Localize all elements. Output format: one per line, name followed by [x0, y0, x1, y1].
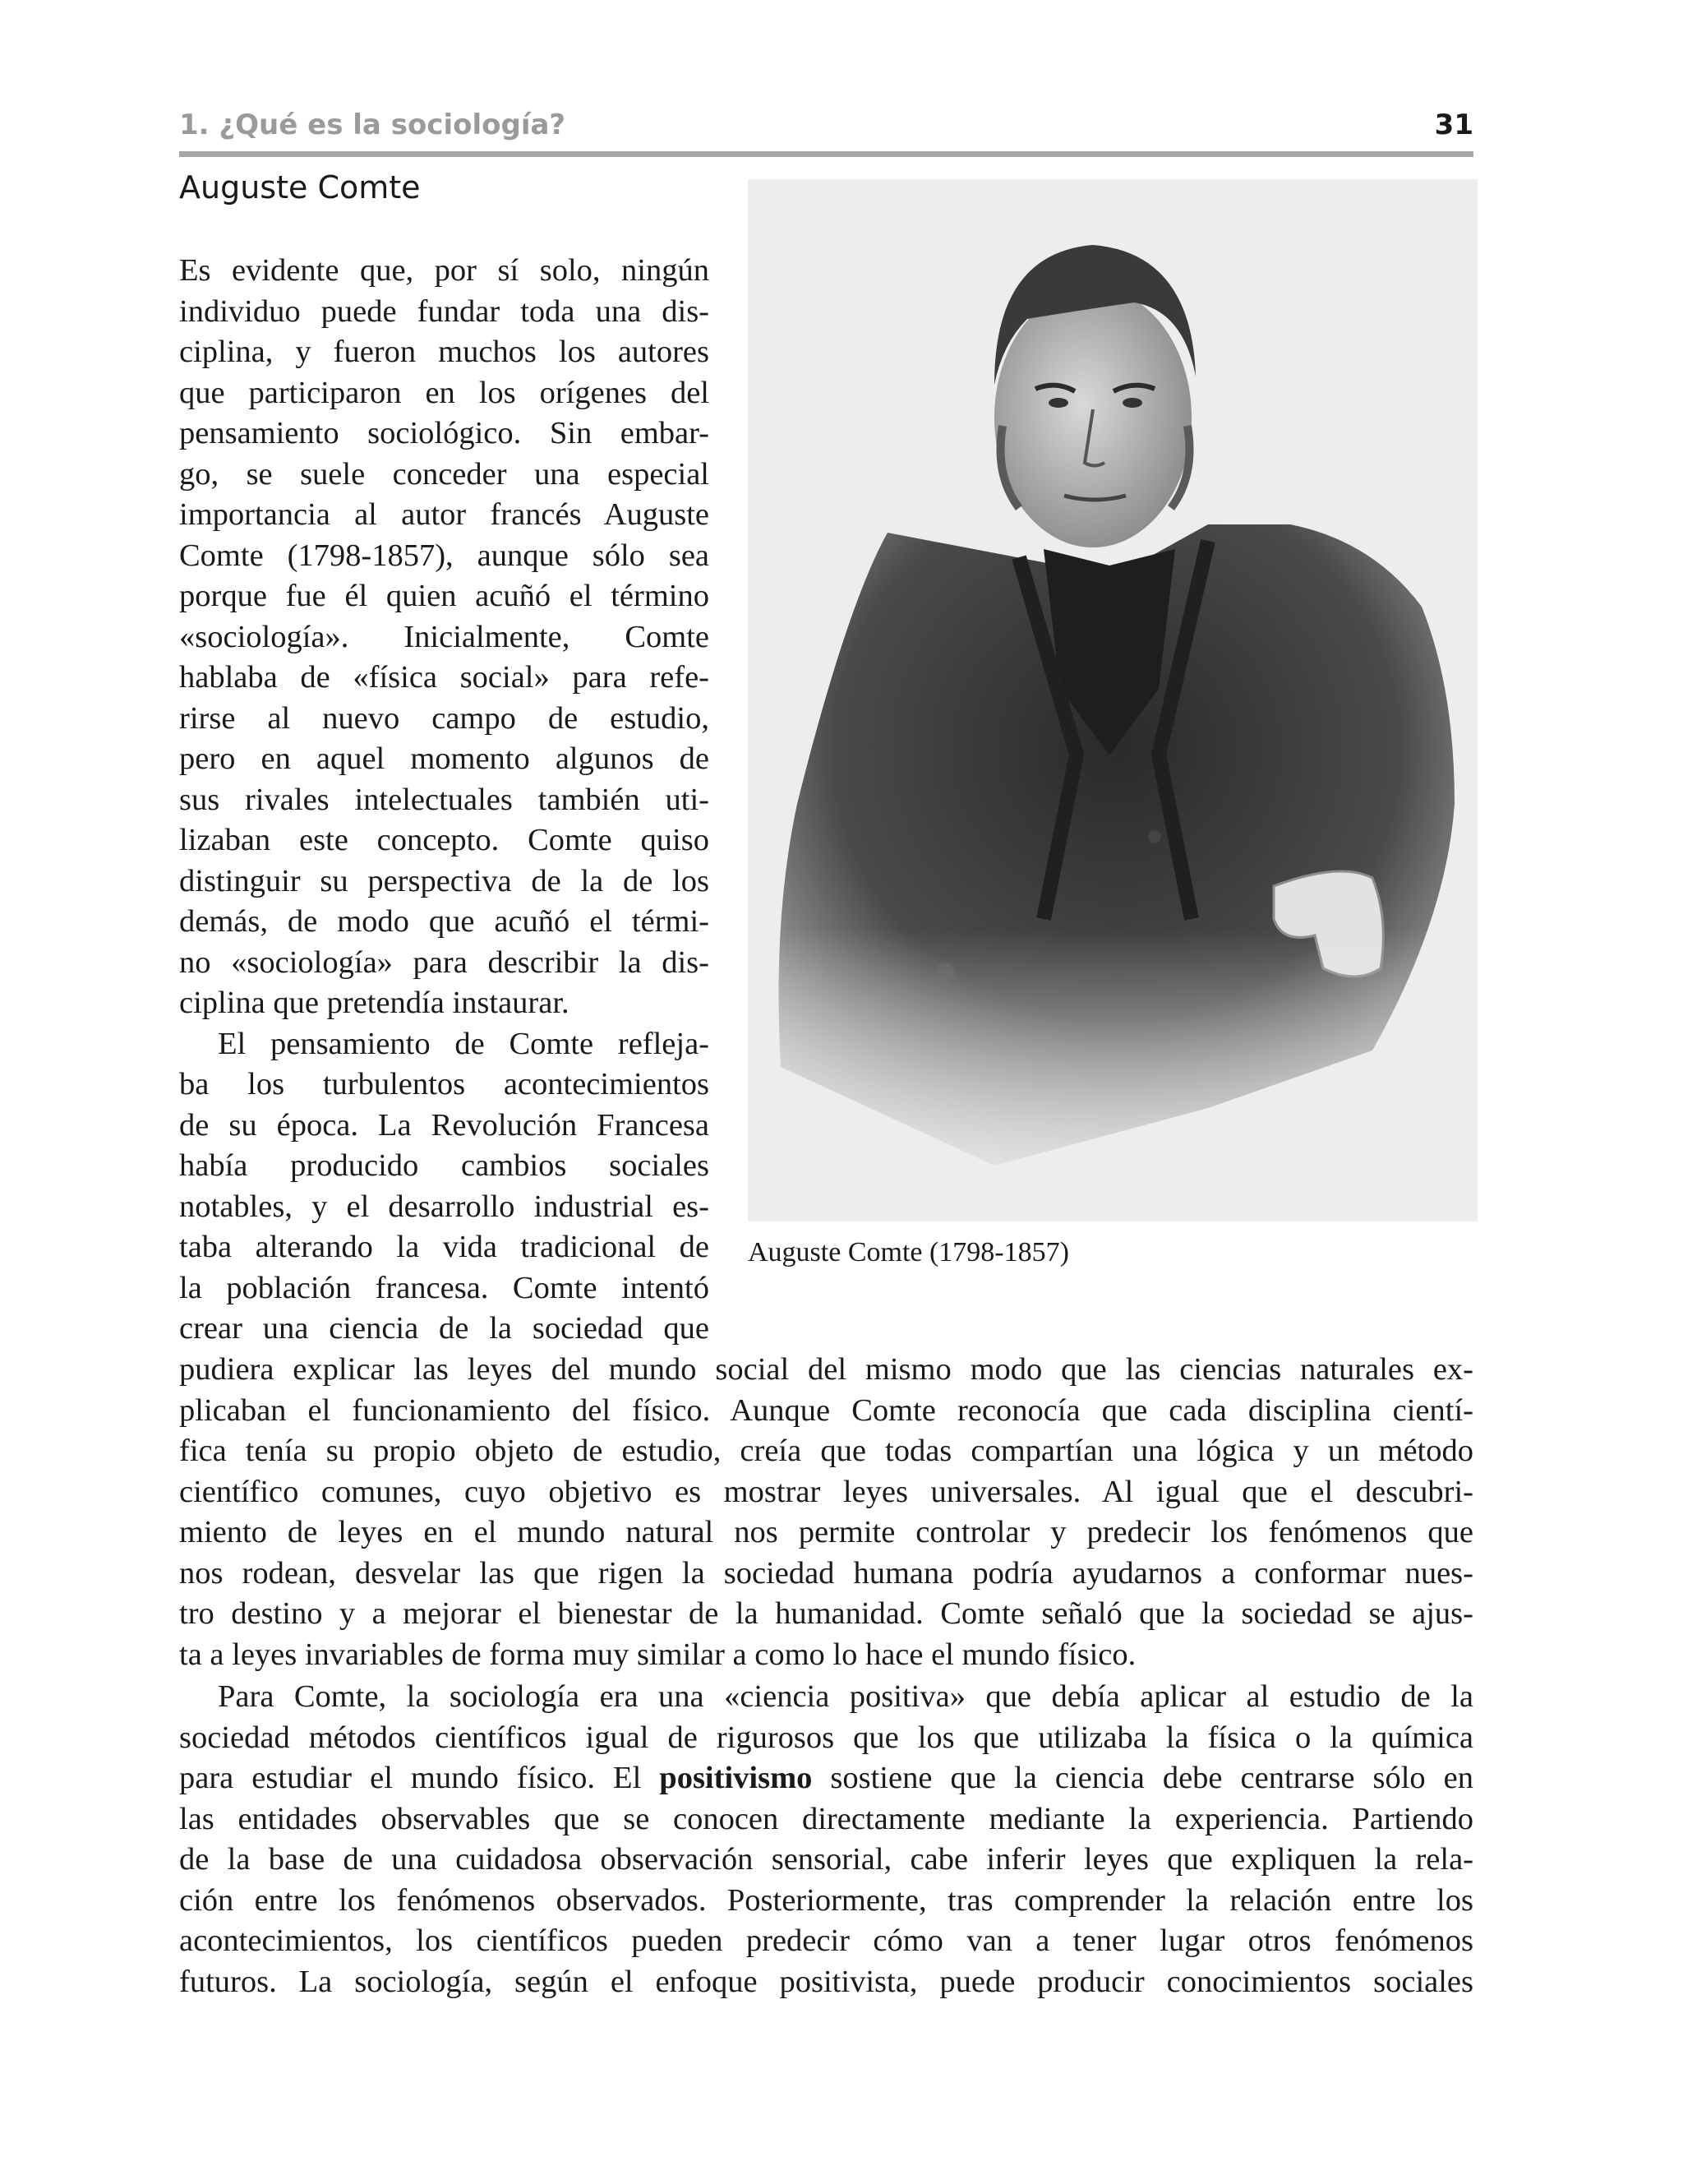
- column-line: distinguir su perspectiva de la de los: [179, 863, 709, 898]
- column-line: la población francesa. Comte intentó: [179, 1270, 709, 1305]
- body-line: miento de leyes en el mundo natural nos permite controlar y predecir los fenómenos que: [179, 1515, 1473, 1549]
- body-text: para estudiar el mundo físico. El: [179, 1761, 660, 1795]
- column-line: crear una ciencia de la sociedad que: [179, 1311, 709, 1346]
- portrait-image: [748, 179, 1478, 1221]
- column-line: ciplina que pretendía instaurar.: [179, 986, 569, 1020]
- column-line: notables, y el desarrollo industrial es-: [179, 1189, 709, 1224]
- column-line: importancia al autor francés Auguste: [179, 497, 709, 532]
- column-line: porque fue él quien acuñó el término: [179, 579, 709, 613]
- column-line: go, se suele conceder una especial: [179, 456, 709, 492]
- key-term-positivismo: positivismo: [659, 1761, 813, 1795]
- body-line: ta a leyes invariables de forma muy similar a como lo hace el mundo físico.: [179, 1637, 1137, 1672]
- section-heading: Auguste Comte: [179, 169, 421, 205]
- body-line: las entidades observables que se conocen directamente mediante la experiencia. Partiendo: [179, 1801, 1473, 1836]
- column-line: hablaba de «física social» para refe-: [179, 660, 709, 695]
- paragraph-positivism: [179, 1677, 1473, 2002]
- column-line: de su época. La Revolución Francesa: [179, 1107, 709, 1143]
- body-line: futuros. La sociología, según el enfoque positivista, puede producir conocimientos sociales: [179, 1964, 1473, 1999]
- body-line: acontecimientos, los científicos pueden predecir cómo van a tener lugar otros fenómenos: [179, 1923, 1473, 1958]
- column-line: demás, de modo que acuñó el térmi-: [179, 904, 709, 939]
- column-paragraphs: [179, 251, 709, 1350]
- body-line: científico comunes, cuyo objetivo es mostrar leyes universales. Al igual que el descubri-: [179, 1474, 1473, 1509]
- body-line: sociedad métodos científicos igual de rigurosos que los que utilizaba la física o la química: [179, 1720, 1473, 1755]
- body-line: fica tenía su propio objeto de estudio, creía que todas compartían una lógica y un método: [179, 1434, 1473, 1468]
- paragraph-continuation: [179, 1350, 1473, 1675]
- column-line: lizaban este concepto. Comte quiso: [179, 823, 709, 857]
- column-line: rirse al nuevo campo de estudio,: [179, 700, 709, 736]
- body-line: nos rodean, desvelar las que rigen la sociedad humana podría ayudarnos a conformar nues-: [179, 1555, 1473, 1591]
- column-line: Es evidente que, por sí solo, ningún: [179, 253, 709, 288]
- column-line: que participaron en los orígenes del: [179, 375, 709, 410]
- column-line: había producido cambios sociales: [179, 1148, 709, 1183]
- column-line: sus rivales intelectuales también uti-: [179, 782, 709, 817]
- portrait-engraving-icon: [748, 179, 1478, 1221]
- body-line: ción entre los fenómenos observados. Posteriormente, tras comprender la relación entre los: [179, 1882, 1473, 1918]
- body-line: de la base de una cuidadosa observación sensorial, cabe inferir leyes que expliquen la rela-: [179, 1842, 1473, 1877]
- column-line: no «sociología» para describir la dis-: [179, 944, 709, 980]
- body-line: [179, 1758, 1473, 1799]
- column-line: pensamiento sociológico. Sin embar-: [179, 416, 709, 450]
- column-line: Comte (1798-1857), aunque sólo sea: [179, 538, 709, 573]
- column-line: taba alterando la vida tradicional de: [179, 1230, 709, 1264]
- body-line: tro destino y a mejorar el bienestar de la humanidad. Comte señaló que la sociedad se ajus-: [179, 1596, 1473, 1631]
- column-line: individuo puede fundar toda una dis-: [179, 293, 709, 329]
- body-line: plicaban el funcionamiento del físico. Aunque Comte reconocía que cada disciplina cientí-: [179, 1392, 1473, 1428]
- column-line: ciplina, y fueron muchos los autores: [179, 335, 709, 369]
- body-line: pudiera explicar las leyes del mundo social del mismo modo que las ciencias naturales ex-: [179, 1352, 1473, 1387]
- body-line: Para Comte, la sociología era una «ciencia positiva» que debía aplicar al estudio de la: [218, 1679, 1473, 1714]
- column-line: «sociología». Inicialmente, Comte: [179, 619, 709, 654]
- body-text: sostiene que la ciencia debe centrarse sólo en: [812, 1761, 1473, 1795]
- figure-caption: Auguste Comte (1798-1857): [748, 1237, 1069, 1267]
- column-line: pero en aquel momento algunos de: [179, 741, 709, 776]
- page-number: 31: [1434, 109, 1473, 141]
- column-line: ba los turbulentos acontecimientos: [179, 1067, 709, 1101]
- column-line: El pensamiento de Comte refleja-: [218, 1026, 709, 1061]
- header-rule: [179, 151, 1473, 157]
- running-head: [179, 109, 1473, 150]
- chapter-title: 1. ¿Qué es la sociología?: [179, 109, 566, 141]
